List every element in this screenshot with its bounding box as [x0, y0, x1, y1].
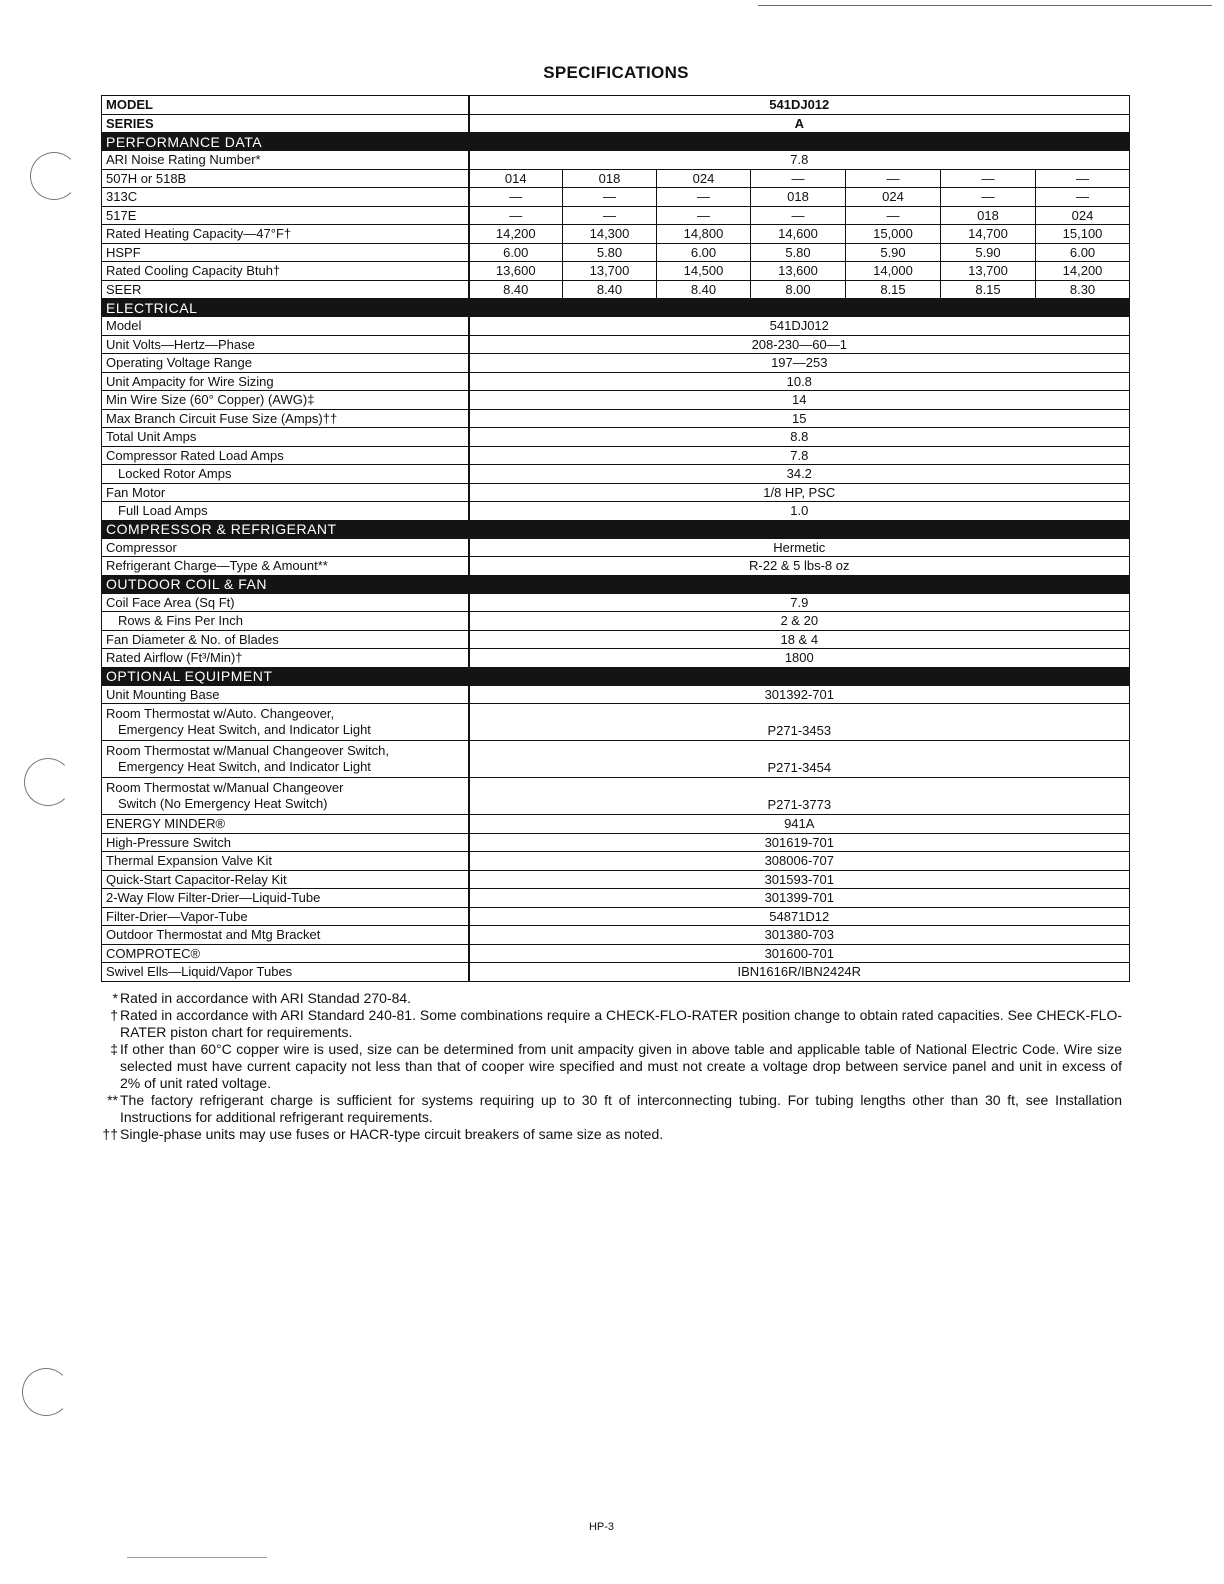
spec-label: Outdoor Thermostat and Mtg Bracket: [102, 926, 469, 945]
optional-row: [102, 926, 1130, 945]
spec-value: 8.40: [563, 280, 657, 299]
footnote-text: Rated in accordance with ARI Standad 270-84.: [120, 990, 412, 1006]
spec-label: Filter-Drier—Vapor-Tube: [102, 907, 469, 926]
footnote-text: The factory refrigerant charge is sufficient for systems requiring up to 30 ft of interconnecting tubing. For tubing lengths other than 30 ft, see Installation Instructions for additional refrigerant requirements.: [120, 1092, 1122, 1125]
spec-value: 6.00: [657, 243, 751, 262]
spec-value: 8.40: [657, 280, 751, 299]
footnote-mark: ††: [102, 1126, 118, 1142]
spec-label: Rated Airflow (Ft³/Min)†: [102, 649, 469, 668]
spec-value: 8.40: [469, 280, 563, 299]
spec-value: IBN1616R/IBN2424R: [469, 963, 1130, 982]
footnote-mark: **: [107, 1092, 118, 1108]
footnote-mark: †: [110, 1007, 118, 1023]
footnote-mark: ‡: [110, 1041, 118, 1057]
spec-label-line1: Room Thermostat w/Auto. Changeover,: [106, 706, 335, 721]
performance-row: [102, 262, 1130, 281]
spec-label: Unit Mounting Base: [102, 685, 469, 704]
spec-value: 14,600: [751, 225, 846, 244]
optional-row: [102, 963, 1130, 982]
coil-row: [102, 593, 1130, 612]
spec-value: 8.00: [751, 280, 846, 299]
punch-hole-bottom: [22, 1368, 70, 1416]
spec-value: —: [1036, 188, 1130, 207]
spec-label: Rated Heating Capacity—47°F†: [102, 225, 469, 244]
section-title: PERFORMANCE DATA: [102, 133, 1130, 151]
spec-value: 1800: [469, 649, 1130, 668]
spec-value: 024: [846, 188, 941, 207]
spec-value: 5.80: [563, 243, 657, 262]
optional-row: [102, 889, 1130, 908]
spec-value: —: [657, 188, 751, 207]
optional-row: [102, 704, 1130, 741]
spec-value: 301593-701: [469, 870, 1130, 889]
spec-value: 8.8: [469, 428, 1130, 447]
model-value: 541DJ012: [469, 96, 1130, 115]
spec-label: Compressor Rated Load Amps: [102, 446, 469, 465]
spec-value: 13,700: [941, 262, 1036, 281]
spec-label: Thermal Expansion Valve Kit: [102, 852, 469, 871]
spec-value: 301600-701: [469, 944, 1130, 963]
electrical-row: [102, 483, 1130, 502]
spec-value: 018: [563, 169, 657, 188]
coil-row: [102, 630, 1130, 649]
spec-value: 301380-703: [469, 926, 1130, 945]
electrical-row: [102, 446, 1130, 465]
optional-row: [102, 852, 1130, 871]
spec-label: Rated Cooling Capacity Btuh†: [102, 262, 469, 281]
section-header-electrical: [102, 299, 1130, 317]
footnote-text: Rated in accordance with ARI Standard 240-81. Some combinations require a CHECK-FLO-RATER position change to obtain rated capacities. See CHECK-FLO-RATER piston chart for requirements.: [120, 1007, 1122, 1040]
electrical-row: [102, 391, 1130, 410]
spec-label: ARI Noise Rating Number*: [102, 151, 469, 170]
spec-label: SEER: [102, 280, 469, 299]
optional-row: [102, 907, 1130, 926]
spec-value: 6.00: [469, 243, 563, 262]
spec-label: Total Unit Amps: [102, 428, 469, 447]
spec-label: Model: [102, 317, 469, 336]
bottom-edge-rule: [127, 1557, 267, 1558]
performance-row: [102, 206, 1130, 225]
series-label: SERIES: [102, 114, 469, 133]
spec-value: 1.0: [469, 502, 1130, 521]
punch-hole-top: [30, 152, 78, 200]
spec-label: Coil Face Area (Sq Ft): [102, 593, 469, 612]
optional-row: [102, 741, 1130, 778]
spec-label-line1: Room Thermostat w/Manual Changeover: [106, 780, 344, 795]
spec-value: Hermetic: [469, 538, 1130, 557]
spec-value: 14,700: [941, 225, 1036, 244]
electrical-row: [102, 465, 1130, 484]
electrical-row: [102, 317, 1130, 336]
spec-value: —: [941, 188, 1036, 207]
footnote: [100, 1041, 1122, 1092]
spec-label-line2: Emergency Heat Switch, and Indicator Light: [118, 759, 371, 774]
spec-value: 15,100: [1036, 225, 1130, 244]
spec-value: 7.8: [469, 151, 1130, 170]
spec-value: 15,000: [846, 225, 941, 244]
top-edge-rule: [758, 5, 1212, 6]
spec-value: P271-3453: [469, 704, 1130, 741]
spec-label: [102, 704, 469, 741]
optional-row: [102, 685, 1130, 704]
spec-value: 15: [469, 409, 1130, 428]
spec-value: 13,600: [469, 262, 563, 281]
performance-row: [102, 169, 1130, 188]
section-header-coil: [102, 575, 1130, 593]
footnote-text: Single-phase units may use fuses or HACR-type circuit breakers of same size as noted.: [120, 1126, 664, 1142]
spec-label: HSPF: [102, 243, 469, 262]
section-title: OPTIONAL EQUIPMENT: [102, 667, 1130, 685]
spec-label: Refrigerant Charge—Type & Amount**: [102, 557, 469, 576]
optional-row: [102, 778, 1130, 815]
spec-value: 7.9: [469, 593, 1130, 612]
spec-value: 941A: [469, 815, 1130, 834]
spec-value: 8.15: [941, 280, 1036, 299]
spec-value: 14,000: [846, 262, 941, 281]
specifications-table: [101, 95, 1130, 982]
spec-label: Swivel Ells—Liquid/Vapor Tubes: [102, 963, 469, 982]
coil-row: [102, 612, 1130, 631]
electrical-row: [102, 354, 1130, 373]
spec-label: 517E: [102, 206, 469, 225]
footnote: [100, 1126, 1122, 1143]
spec-value: 018: [941, 206, 1036, 225]
section-title: OUTDOOR COIL & FAN: [102, 575, 1130, 593]
series-value: A: [469, 114, 1130, 133]
spec-value: 197—253: [469, 354, 1130, 373]
spec-label-line2: Switch (No Emergency Heat Switch): [118, 796, 328, 811]
spec-label: [102, 741, 469, 778]
spec-value: 54871D12: [469, 907, 1130, 926]
spec-label: High-Pressure Switch: [102, 833, 469, 852]
spec-value: 13,600: [751, 262, 846, 281]
optional-row: [102, 944, 1130, 963]
optional-row: [102, 870, 1130, 889]
electrical-row: [102, 409, 1130, 428]
spec-value: 7.8: [469, 446, 1130, 465]
page-number: HP-3: [588, 1521, 615, 1533]
spec-value: —: [563, 206, 657, 225]
footnote-text: If other than 60°C copper wire is used, size can be determined from unit ampacity given in above table and applicable table of National Electric Code. Wire size selected must have current capacity not less than that of cooper wire specified and must not create a voltage drop between service panel and unit in excess of 2% of unit rated voltage.: [120, 1041, 1122, 1091]
spec-value: 014: [469, 169, 563, 188]
section-header-optional: [102, 667, 1130, 685]
spec-value: 5.90: [846, 243, 941, 262]
spec-label: [102, 778, 469, 815]
spec-label: ENERGY MINDER®: [102, 815, 469, 834]
section-header-compressor: [102, 520, 1130, 538]
spec-value: 10.8: [469, 372, 1130, 391]
spec-value: 14,200: [469, 225, 563, 244]
spec-value: 14,200: [1036, 262, 1130, 281]
model-label: MODEL: [102, 96, 469, 115]
spec-label: Quick-Start Capacitor-Relay Kit: [102, 870, 469, 889]
spec-label: Rows & Fins Per Inch: [102, 612, 469, 631]
footnote: [100, 990, 1122, 1007]
spec-value: 208-230—60—1: [469, 335, 1130, 354]
spec-value: 018: [751, 188, 846, 207]
spec-value: —: [1036, 169, 1130, 188]
optional-row: [102, 833, 1130, 852]
spec-value: 14,800: [657, 225, 751, 244]
spec-label: Operating Voltage Range: [102, 354, 469, 373]
spec-value: 13,700: [563, 262, 657, 281]
spec-value: 34.2: [469, 465, 1130, 484]
spec-label: Fan Diameter & No. of Blades: [102, 630, 469, 649]
spec-value: 301392-701: [469, 685, 1130, 704]
spec-value: 6.00: [1036, 243, 1130, 262]
spec-value: 2 & 20: [469, 612, 1130, 631]
optional-row: [102, 815, 1130, 834]
spec-label: Fan Motor: [102, 483, 469, 502]
performance-row: [102, 151, 1130, 170]
compressor-row: [102, 538, 1130, 557]
spec-value: P271-3454: [469, 741, 1130, 778]
spec-label: Max Branch Circuit Fuse Size (Amps)††: [102, 409, 469, 428]
coil-row: [102, 649, 1130, 668]
spec-value: 541DJ012: [469, 317, 1130, 336]
spec-label-line1: Room Thermostat w/Manual Changeover Switch,: [106, 743, 389, 758]
performance-row: [102, 225, 1130, 244]
spec-value: 5.90: [941, 243, 1036, 262]
section-title: COMPRESSOR & REFRIGERANT: [102, 520, 1130, 538]
footnote: [100, 1092, 1122, 1126]
spec-value: 308006-707: [469, 852, 1130, 871]
spec-value: P271-3773: [469, 778, 1130, 815]
section-header-performance: [102, 133, 1130, 151]
performance-row: [102, 243, 1130, 262]
spec-label: COMPROTEC®: [102, 944, 469, 963]
spec-label: Locked Rotor Amps: [102, 465, 469, 484]
spec-label-line2: Emergency Heat Switch, and Indicator Light: [118, 722, 371, 737]
spec-label: 507H or 518B: [102, 169, 469, 188]
compressor-row: [102, 557, 1130, 576]
spec-value: 5.80: [751, 243, 846, 262]
spec-value: —: [751, 206, 846, 225]
footnote-mark: *: [112, 990, 118, 1006]
spec-label: Min Wire Size (60° Copper) (AWG)‡: [102, 391, 469, 410]
spec-label: 2-Way Flow Filter-Drier—Liquid-Tube: [102, 889, 469, 908]
spec-label: Full Load Amps: [102, 502, 469, 521]
spec-value: —: [846, 169, 941, 188]
series-row: [102, 114, 1130, 133]
punch-hole-middle: [24, 758, 72, 806]
footnote: [100, 1007, 1122, 1041]
spec-label: 313C: [102, 188, 469, 207]
performance-row: [102, 188, 1130, 207]
spec-value: 301399-701: [469, 889, 1130, 908]
spec-value: 1/8 HP, PSC: [469, 483, 1130, 502]
spec-label: Unit Volts—Hertz—Phase: [102, 335, 469, 354]
electrical-row: [102, 372, 1130, 391]
spec-value: 14,500: [657, 262, 751, 281]
electrical-row: [102, 502, 1130, 521]
spec-value: 024: [657, 169, 751, 188]
spec-value: 14,300: [563, 225, 657, 244]
spec-value: 14: [469, 391, 1130, 410]
section-title: ELECTRICAL: [102, 299, 1130, 317]
spec-value: 8.15: [846, 280, 941, 299]
spec-value: 024: [1036, 206, 1130, 225]
electrical-row: [102, 428, 1130, 447]
spec-value: —: [751, 169, 846, 188]
spec-value: 18 & 4: [469, 630, 1130, 649]
spec-value: —: [941, 169, 1036, 188]
model-row: [102, 96, 1130, 115]
spec-label: Unit Ampacity for Wire Sizing: [102, 372, 469, 391]
spec-value: —: [657, 206, 751, 225]
spec-value: —: [469, 206, 563, 225]
spec-value: 8.30: [1036, 280, 1130, 299]
spec-value: 301619-701: [469, 833, 1130, 852]
electrical-row: [102, 335, 1130, 354]
spec-label: Compressor: [102, 538, 469, 557]
footnotes: [100, 990, 1122, 1143]
spec-value: —: [469, 188, 563, 207]
spec-value: —: [846, 206, 941, 225]
spec-value: R-22 & 5 lbs-8 oz: [469, 557, 1130, 576]
performance-row: [102, 280, 1130, 299]
page-title: SPECIFICATIONS: [543, 63, 689, 82]
spec-value: —: [563, 188, 657, 207]
